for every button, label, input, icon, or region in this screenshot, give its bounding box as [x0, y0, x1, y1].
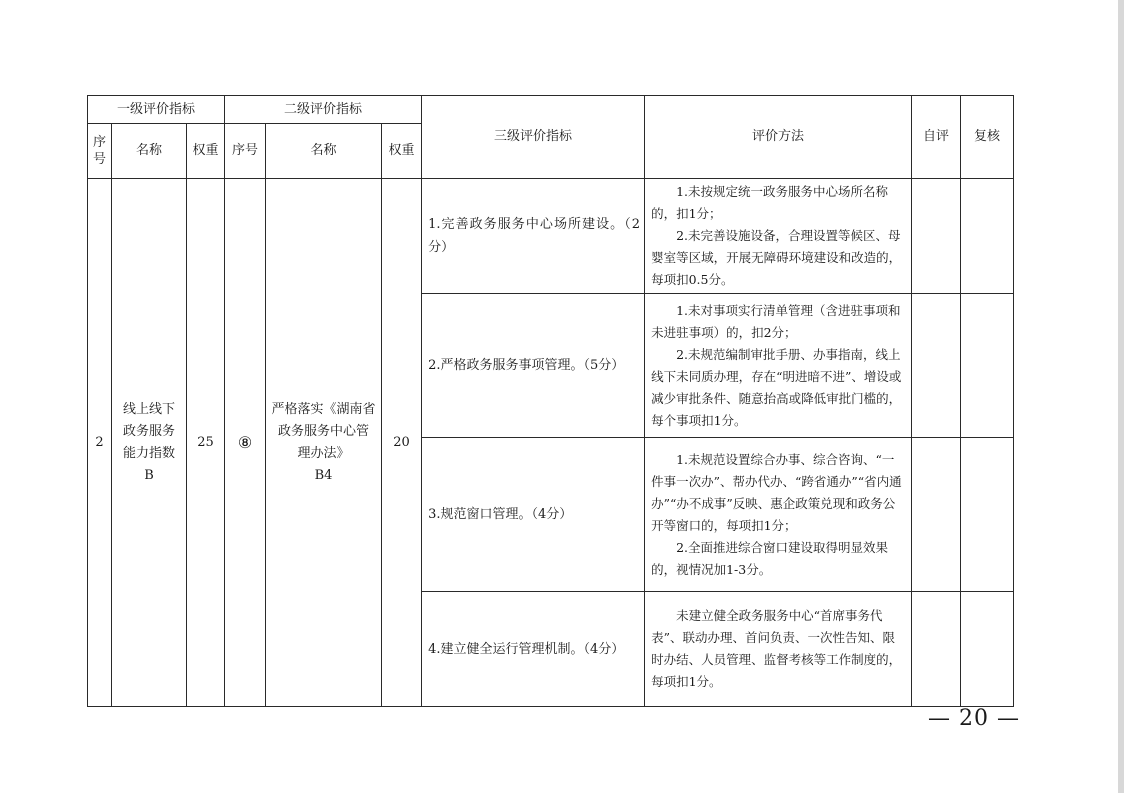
self-eval-cell[interactable]	[912, 294, 961, 438]
self-eval-cell[interactable]	[912, 179, 961, 294]
method-cell	[645, 179, 912, 294]
review-cell[interactable]	[961, 179, 1014, 294]
l2-seq-header: 序号	[225, 124, 266, 179]
l2-name-line: B4	[314, 467, 333, 483]
l2-weight-cell: 20	[382, 179, 422, 707]
method-line: 2.未规范编制审批手册、办事指南，线上线下未同质办理，存在“明进暗不进”、增设或减少审批条件、随意抬高或降低审批门槛的，每个事项扣1分。	[651, 346, 902, 428]
l1-name-line: 政务服务	[122, 423, 175, 439]
criterion-cell: 4.建立健全运行管理机制。（4分）	[422, 592, 645, 707]
level3-header: 三级评价指标	[422, 96, 645, 179]
l1-name-line: B	[144, 467, 154, 483]
page-number: — 20 —	[928, 706, 1020, 731]
page-edge	[1118, 0, 1124, 793]
method-line: 1.未按规定统一政务服务中心场所名称的，扣1分；	[651, 184, 888, 221]
l1-name-header: 名称	[112, 124, 187, 179]
self-eval-header: 自评	[912, 96, 961, 179]
l2-name-line: 政务服务中心管	[278, 423, 370, 439]
level1-header: 一级评价指标	[88, 96, 225, 124]
self-eval-cell[interactable]	[912, 438, 961, 592]
header-row-1	[88, 96, 1014, 124]
l1-weight-header: 权重	[187, 124, 225, 179]
method-line: 2.全面推进综合窗口建设取得明显效果的，视情况加1-3分。	[651, 539, 888, 577]
method-header: 评价方法	[645, 96, 912, 179]
l1-seq-cell: 2	[88, 179, 112, 707]
l1-name-cell	[112, 179, 187, 707]
l1-seq-header: 序号	[88, 124, 112, 179]
review-cell[interactable]	[961, 592, 1014, 707]
l1-weight-cell: 25	[187, 179, 225, 707]
method-line: 1.未规范设置综合办事、综合咨询、“一件事一次办”、帮办代办、“跨省通办”“省内通办”“办不成事”反映、惠企政策兑现和政务公开等窗口的，每项扣1分；	[651, 451, 902, 533]
l2-seq-cell: ⑧	[225, 179, 266, 707]
l2-name-header: 名称	[266, 124, 382, 179]
l2-weight-header: 权重	[382, 124, 422, 179]
criterion-cell: 2.严格政务服务事项管理。（5分）	[422, 294, 645, 438]
review-cell[interactable]	[961, 438, 1014, 592]
review-header: 复核	[961, 96, 1014, 179]
method-line: 1.未对事项实行清单管理（含进驻事项和未进驻事项）的，扣2分；	[651, 302, 901, 340]
self-eval-cell[interactable]	[912, 592, 961, 707]
l1-name-line: 线上线下	[122, 401, 175, 417]
l2-name-cell	[266, 179, 382, 707]
method-cell	[645, 438, 912, 592]
criterion-cell: 1.完善政务服务中心场所建设。（2分）	[422, 179, 645, 294]
method-line: 2.未完善设施设备，合理设置等候区、母婴室等区域，开展无障碍环境建设和改造的，每项扣0.5分。	[651, 228, 902, 287]
review-cell[interactable]	[961, 294, 1014, 438]
table-row	[88, 179, 1014, 294]
evaluation-table	[87, 95, 1014, 707]
method-line: 未建立健全政务服务中心“首席事务代表”、联动办理、首问负责、一次性告知、限时办结、人员管理、监督考核等工作制度的，每项扣1分。	[651, 608, 902, 689]
l2-name-line: 理办法》	[297, 445, 350, 461]
criterion-cell: 3.规范窗口管理。（4分）	[422, 438, 645, 592]
l1-name-line: 能力指数	[122, 445, 175, 461]
l2-name-line: 严格落实《湖南省	[271, 401, 376, 417]
method-cell	[645, 294, 912, 438]
method-cell	[645, 592, 912, 707]
level2-header: 二级评价指标	[225, 96, 422, 124]
